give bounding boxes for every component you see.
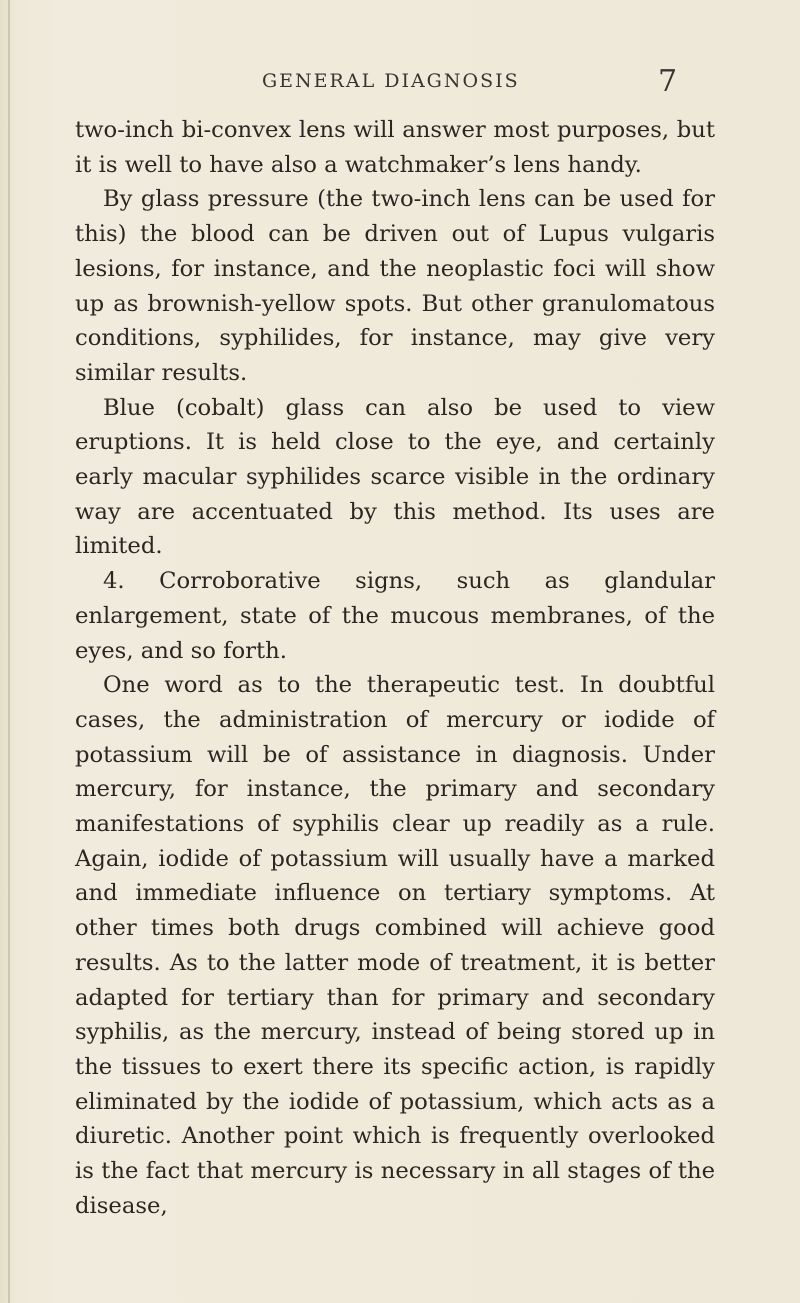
paragraph-corroborative-signs: 4. Corroborative signs, such as glandular enlargement, state of the mucous membranes, of the eyes, and so forth. (75, 568, 715, 664)
page-number: 7 (658, 64, 678, 99)
page-header (0, 64, 800, 110)
paragraph-therapeutic-test: One word as to the therapeutic test. In doubtful cases, the administration of mercury or iodide of potassium will be of assistance in diagnosis. Under mercury, for instance, the primary and secondary manifestations of syphilis clear up readily as a rule. Again, iodide of potassium will usually have a marked and immediate influence on tertiary symptoms. At other times both drugs combined will achieve good results. As to the latter mode of treatment, it is better adapted for tertiary than for primary and secondary syphilis, as the mercury, instead of being stored up in the tissues to exert there its specific action, is rapidly eliminated by the iodide of potassium, which acts as a diuretic. Another point which is frequently overlooked is the fact that mercury is necessary in all stages of the disease, (75, 672, 715, 1219)
binding-edge (8, 0, 10, 1303)
body-text (75, 113, 715, 1224)
running-head: GENERAL DIAGNOSIS (262, 70, 520, 92)
paragraph-blue-glass: Blue (cobalt) glass can also be used to view eruptions. It is held close to the eye, and certainly early macular syphilides scarce visible in the ordinary way are accentuated by this method. Its uses are limited. (75, 394, 715, 560)
paragraph-continued: two-inch bi-convex lens will answer most purposes, but it is well to have also a watchmaker’s lens handy. (75, 117, 715, 178)
paragraph-glass-pressure: By glass pressure (the two-inch lens can be used for this) the blood can be driven out of Lupus vulgaris lesions, for instance, and the neoplastic foci will show up as brownish-yellow spots. But other granulomatous conditions, syphilides, for instance, may give very similar results. (75, 186, 715, 386)
